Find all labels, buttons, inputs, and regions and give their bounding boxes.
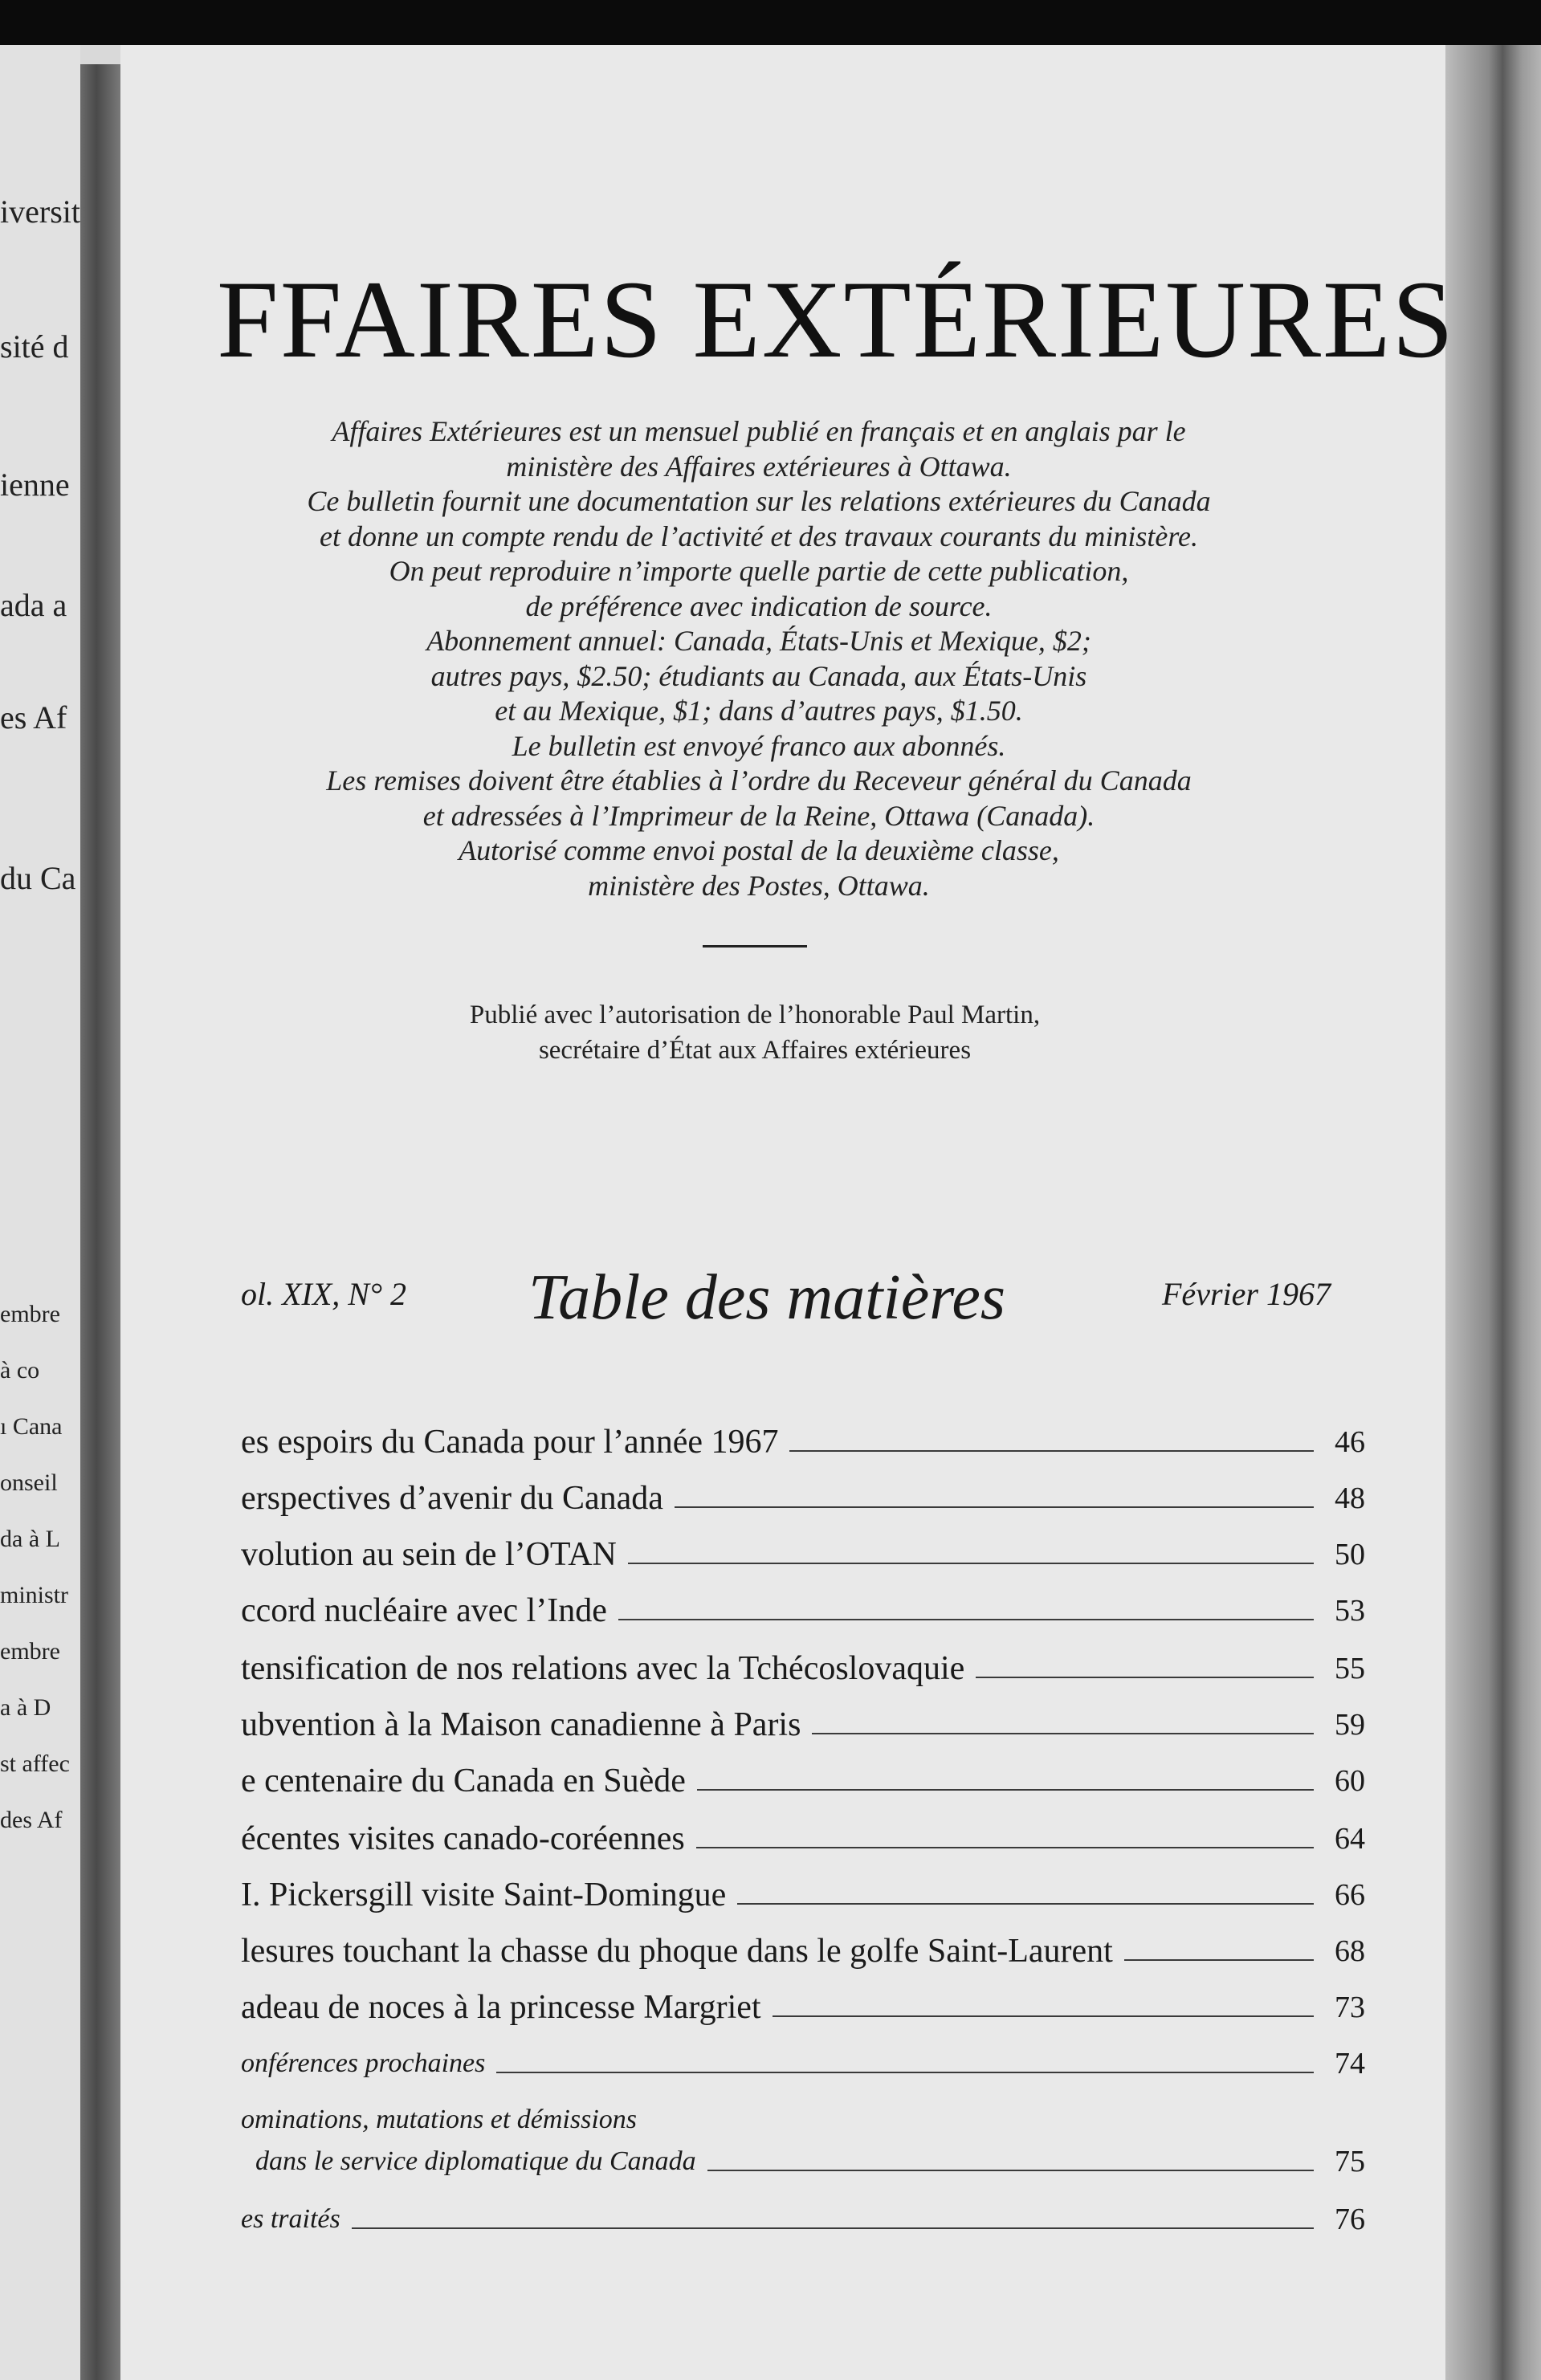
toc-entry[interactable] xyxy=(241,1643,1365,1688)
left-page-fragment: ada a xyxy=(0,587,67,623)
toc-entry-page: 48 xyxy=(1335,1481,1365,1515)
left-page-fragment: ı Cana xyxy=(0,1413,63,1440)
toc-entry-label: lesures touchant la chasse du phoque dans le golfe Saint-Laurent xyxy=(241,1933,1113,1970)
toc-entry-page: 68 xyxy=(1335,1934,1365,1968)
toc-entry-label: e centenaire du Canada en Suède xyxy=(241,1763,686,1799)
left-page-fragment: a à D xyxy=(0,1694,51,1721)
intro-line: Autorisé comme envoi postal de la deuxième classe, xyxy=(459,834,1059,866)
toc-leader xyxy=(812,1733,1314,1734)
intro-line: ministère des Postes, Ottawa. xyxy=(588,869,930,902)
masthead-title: FFAIRES EXTÉRIEURES xyxy=(217,258,1456,381)
left-page-fragment: es Af xyxy=(0,699,67,736)
toc-entry[interactable] xyxy=(255,2136,1365,2181)
intro-line: et donne un compte rendu de l’activité et des travaux courants du ministère. xyxy=(319,520,1199,552)
left-page-fragment: embre xyxy=(0,1301,60,1327)
toc-entry-page: 74 xyxy=(1335,2047,1365,2080)
left-page-fragment: st affec xyxy=(0,1750,70,1777)
left-page-strip xyxy=(0,45,80,2380)
intro-line: Ce bulletin fournit une documentation sur les relations extérieures du Canada xyxy=(307,485,1211,517)
toc-entry-page: 46 xyxy=(1335,1425,1365,1459)
intro-line: Les remises doivent être établies à l’ordre du Receveur général du Canada xyxy=(326,764,1192,797)
toc-entry[interactable] xyxy=(241,1585,1365,1630)
toc-entry-label: ccord nucléaire avec l’Inde xyxy=(241,1592,607,1629)
intro-line: et adressées à l’Imprimeur de la Reine, Ottawa (Canada). xyxy=(422,799,1095,832)
toc-leader xyxy=(352,2227,1314,2229)
toc-entry[interactable] xyxy=(241,2194,1365,2239)
toc-leader xyxy=(696,1847,1314,1848)
toc-entry-label: adeau de noces à la princesse Margriet xyxy=(241,1989,761,2026)
intro-line: ministère des Affaires extérieures à Ottawa. xyxy=(506,450,1012,483)
toc-entry[interactable] xyxy=(241,1529,1365,1574)
left-page-fragment: du Ca xyxy=(0,860,76,896)
left-page-fragment: des Af xyxy=(0,1807,63,1833)
page xyxy=(120,45,1456,2380)
toc-entry-label: es espoirs du Canada pour l’année 1967 xyxy=(241,1424,779,1461)
page-right-edge xyxy=(1445,45,1541,2380)
intro-line: On peut reproduire n’importe quelle partie de cette publication, xyxy=(389,555,1129,587)
book-spine xyxy=(80,64,120,2380)
left-page-fragment: onseil xyxy=(0,1469,58,1496)
toc-entry-page: 76 xyxy=(1335,2203,1365,2236)
toc-entry-label: ubvention à la Maison canadienne à Paris xyxy=(241,1706,801,1743)
toc-entry-page: 53 xyxy=(1335,1594,1365,1628)
toc-entry[interactable] xyxy=(241,1473,1365,1518)
intro-line: de préférence avec indication de source. xyxy=(525,589,993,622)
left-page-fragment: à co xyxy=(0,1357,40,1384)
toc-entry-page: 60 xyxy=(1335,1764,1365,1798)
section-divider xyxy=(703,945,807,948)
toc-leader xyxy=(707,2170,1314,2171)
toc-entry[interactable] xyxy=(241,2038,1365,2083)
intro-line: Abonnement annuel: Canada, États-Unis et Mexique, $2; xyxy=(426,625,1091,657)
toc-entry-label-line: ominations, mutations et démissions xyxy=(241,2105,638,2134)
toc-leader xyxy=(1124,1959,1314,1961)
volume-number: ol. XIX, N° 2 xyxy=(241,1276,406,1312)
toc-entry-label: dans le service diplomatique du Canada xyxy=(255,2146,696,2176)
toc-leader xyxy=(976,1677,1314,1678)
issue-date: Février 1967 xyxy=(1162,1276,1331,1312)
toc-leader xyxy=(496,2072,1314,2073)
publication-note-line: Publié avec l’autorisation de l’honorable Paul Martin, xyxy=(469,1000,1041,1029)
toc-entry-page: 73 xyxy=(1335,1991,1365,2024)
toc-entry-page: 59 xyxy=(1335,1708,1365,1742)
toc-leader xyxy=(789,1450,1314,1452)
intro-paragraph xyxy=(225,414,1293,903)
publication-note-line: secrétaire d’État aux Affaires extérieures xyxy=(538,1036,972,1065)
toc-leader xyxy=(773,2015,1314,2017)
toc-leader xyxy=(697,1789,1314,1791)
toc-entry[interactable] xyxy=(241,1699,1365,1744)
left-page-fragment: ministr xyxy=(0,1582,69,1608)
intro-line: autres pays, $2.50; étudiants au Canada, aux États-Unis xyxy=(430,659,1087,692)
left-page-fragment: iversit xyxy=(0,194,80,230)
toc-entry-page: 66 xyxy=(1335,1878,1365,1912)
toc-leader xyxy=(628,1563,1314,1564)
publication-note xyxy=(265,997,1245,1068)
intro-line: Affaires Extérieures est un mensuel publié en français et en anglais par le xyxy=(332,415,1186,447)
toc-entry-label: volution au sein de l’OTAN xyxy=(241,1536,617,1573)
toc-entry-label: onférences prochaines xyxy=(241,2048,486,2078)
scan-top-border xyxy=(0,0,1541,45)
toc-entry-label: I. Pickersgill visite Saint-Domingue xyxy=(241,1877,727,1913)
toc-entry-label: écentes visites canado-coréennes xyxy=(241,1820,685,1857)
toc-leader xyxy=(675,1506,1314,1508)
toc-entry-page: 75 xyxy=(1335,2145,1365,2178)
toc-entry-label: es traités xyxy=(241,2204,340,2234)
left-page-fragment: ienne xyxy=(0,467,70,503)
toc-title: Table des matières xyxy=(528,1262,1006,1333)
toc-entry[interactable] xyxy=(241,1869,1365,1914)
toc-entry[interactable] xyxy=(241,1416,1365,1461)
toc-entry-label: tensification de nos relations avec la Tchécoslovaquie xyxy=(241,1650,965,1687)
toc-entry-page: 55 xyxy=(1335,1652,1365,1685)
intro-line: Le bulletin est envoyé franco aux abonnés. xyxy=(512,729,1006,762)
left-page-fragment: embre xyxy=(0,1638,60,1665)
intro-line: et au Mexique, $1; dans d’autres pays, $1.50. xyxy=(495,695,1023,727)
left-page-fragment: sité d xyxy=(0,328,69,365)
toc-entry-label: erspectives d’avenir du Canada xyxy=(241,1480,663,1517)
toc-entry[interactable] xyxy=(241,1813,1365,1858)
toc-entry[interactable] xyxy=(241,1982,1365,2027)
toc-entry-page: 64 xyxy=(1335,1822,1365,1856)
toc-entry[interactable] xyxy=(241,1755,1365,1800)
toc-entry-page: 50 xyxy=(1335,1538,1365,1571)
toc-entry[interactable] xyxy=(241,1926,1365,1970)
toc-leader xyxy=(618,1619,1314,1620)
toc-leader xyxy=(737,1903,1314,1905)
left-page-fragment: da à L xyxy=(0,1526,60,1552)
